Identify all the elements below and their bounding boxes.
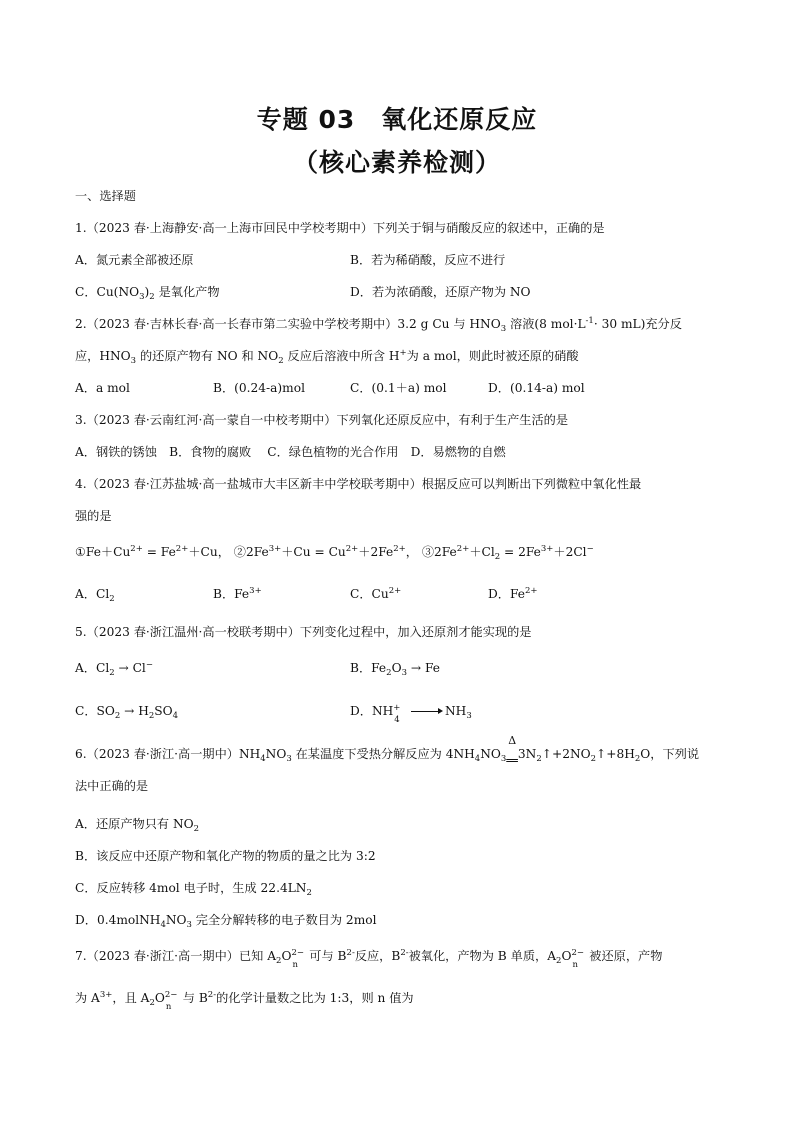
question-6-stem-line2: 法中正确的是 — [75, 779, 149, 793]
q3-options: A．钢铁的锈蚀 B．食物的腐败 C．绿色植物的光合作用 D．易燃物的自燃 — [75, 445, 506, 459]
q6-option-d: D．$0.4molNH_4NO_3$ 完全分解转移的电子数目为 2mol — [75, 913, 377, 930]
q4-option-c: C．$Cu^{2+}$ — [350, 586, 402, 601]
page-subtitle: （核心素养检测） — [292, 148, 501, 177]
question-3-stem: 3.（2023 春·云南红河·高一蒙自一中校考期中）下列氧化还原反应中，有利于生产生活的是 — [75, 413, 569, 427]
q6-option-b: B．该反应中还原产物和氧化产物的物质的量之比为 3:2 — [75, 849, 376, 863]
anion-charge-stack: 2− n — [291, 947, 304, 970]
q1-option-d: D．若为浓硝酸，还原产物为 NO — [350, 285, 531, 299]
reaction-arrow-icon — [411, 705, 441, 712]
question-4-stem-line2: 强的是 — [75, 509, 112, 523]
anion-charge-stack: 2− n — [571, 947, 584, 970]
q4-equations: $①Fe+Cu^{2+} = Fe^{2+}+Cu$， $②2Fe^{3+}+Cu = Cu^{2+}+2Fe^{2+}$， $③2Fe^{2+}+Cl_2 = 2Fe^{3+}+2Cl^-$ — [75, 544, 594, 562]
q1-option-b: B．若为稀硝酸，反应不进行 — [350, 253, 506, 267]
q5-option-a: A．$Cl_2 \to Cl^-$ — [75, 660, 153, 678]
q2-option-a: A．a mol — [75, 381, 130, 395]
q6-option-c: C．反应转移 4mol 电子时，生成 $22.4LN_2$ — [75, 881, 312, 898]
question-4-stem-line1: 4.（2023 春·江苏盐城·高一盐城市大丰区新丰中学校联考期中）根据反应可以判断出下列微粒中氧化性最 — [75, 477, 642, 491]
section-heading: 一、选择题 — [75, 189, 136, 203]
q2-option-c: C．(0.1＋a) mol — [350, 381, 447, 395]
question-1-stem: 1.（2023 春·上海静安·高一上海市回民中学校考期中）下列关于铜与硝酸反应的叙述中，正确的是 — [75, 221, 605, 235]
q4-option-d: D．$Fe^{2+}$ — [488, 586, 538, 601]
q5-option-d: D．NH + 4 $NH_3$ — [350, 702, 472, 725]
q5-option-b: B．$Fe_2O_3 \to Fe$ — [350, 661, 440, 678]
q6-option-a: A．还原产物只有 $NO_2$ — [75, 817, 200, 834]
question-7-stem-line2: 为 $A^{3+}$，且 $A_2O$ 2− n 与 $B^{2-}$的化学计量数之比为 1:3，则 n 值为 — [75, 989, 414, 1012]
question-2-stem-line2: 应，$HNO_3$ 的还原产物有 NO 和 $NO_2$ 反应后溶液中所含 H+为 a mol，则此时被还原的硝酸 — [75, 348, 579, 366]
question-2-stem-line1: 2.（2023 春·吉林长春·高一长春市第二实验中学校考期中）3.2 g Cu 与 $HNO_3$ 溶液(8 $mol\cdot L^{-1}\cdot 30$ mL)充分反 — [75, 316, 682, 334]
anion-charge-stack: 2− n — [164, 989, 178, 1012]
question-5-stem: 5.（2023 春·浙江温州·高一校联考期中）下列变化过程中，加入还原剂才能实现的是 — [75, 625, 532, 639]
ammonium-charge-stack: + 4 — [393, 702, 401, 725]
q2-option-d: D．(0.14-a) mol — [488, 381, 585, 395]
q2-option-b: B．(0.24-a)mol — [213, 381, 305, 395]
question-6-stem-line1: 6.（2023 春·浙江·高一期中）$NH_4NO_3$ 在某温度下受热分解反应为 $4NH_4NO_3$ Δ $3N_2↑+2NO_2↑+8H_2O$，下列说 — [75, 734, 700, 764]
q1-option-c: C．$Cu(NO_3)_2$ 是氧化产物 — [75, 285, 220, 302]
q4-option-b: B．$Fe^{3+}$ — [213, 586, 262, 601]
page-title: 专题 03 氧化还原反应 — [256, 105, 538, 134]
q4-option-a: A．$Cl_2$ — [75, 587, 115, 604]
question-7-stem-line1: 7.（2023 春·浙江·高一期中）已知 $A_2O$ 2− n 可与 $B^{2-}$反应，$B^{2-}$被氧化，产物为 B 单质，$A_2O$ 2− n 被还原，产物 — [75, 947, 663, 970]
q5-option-c: C．$SO_2 \to H_2SO_4$ — [75, 704, 179, 721]
heat-delta-icon: Δ — [508, 734, 517, 747]
q1-option-a: A．氮元素全部被还原 — [75, 253, 194, 267]
